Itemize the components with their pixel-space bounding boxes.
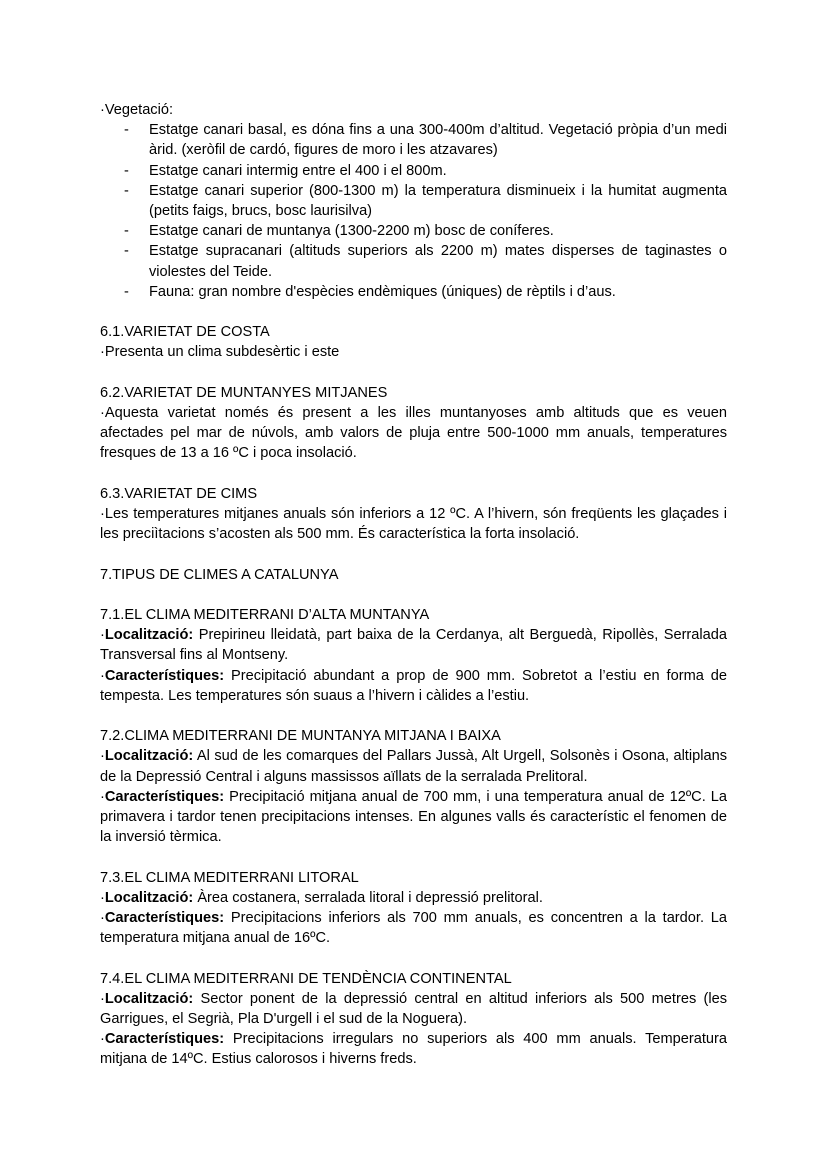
localitzacio-paragraph: ·Localització: Àrea costanera, serralada litoral i depressió prelitoral.	[100, 889, 543, 906]
list-dash: -	[124, 223, 129, 240]
list-item: - Estatge canari intermig entre el 400 i el 800m.	[100, 161, 727, 181]
caracteristiques-paragraph: ·Característiques: Precipitació abundant a prop de 900 mm. Sobretot a l’estiu en forma de tempesta. Les temperatures són suaus a l’hivern i càlides a l’estiu.	[100, 667, 727, 704]
caracteristiques-paragraph: ·Característiques: Precipitacions irregulars no superiors als 400 mm anuals. Temperatura mitjana de 14ºC. Estius calorosos i hiverns freds.	[100, 1031, 727, 1068]
list-item: - Estatge canari superior (800-1300 m) la temperatura disminueix i la humitat augmenta (petits faigs, brucs, bosc laurisilva)	[124, 182, 727, 220]
section-text: ·Presenta un clima subdesèrtic i este	[100, 344, 340, 361]
vegetation-heading: ·Vegetació:	[100, 102, 174, 118]
caracteristiques-label: Característiques:	[104, 1031, 225, 1048]
caracteristiques-paragraph: ·Característiques: Precipitacions inferiors als 700 mm anuals, es concentren a la tardor. La temperatura mitjana anual de 16ºC.	[100, 910, 727, 947]
caracteristiques-label: Característiques:	[104, 788, 225, 805]
list-item: - Estatge canari de muntanya (1300-2200 m) bosc de coníferes.	[100, 221, 727, 241]
list-dash: -	[124, 243, 129, 260]
list-dash: -	[124, 162, 129, 179]
section-title: 7.1.EL CLIMA MEDITERRANI D’ALTA MUNTANYA	[100, 607, 430, 623]
localitzacio-label: Localització:	[104, 748, 194, 765]
section-title: 6.3.VARIETAT DE CIMS	[100, 485, 258, 502]
localitzacio-label: Localització:	[104, 627, 194, 644]
section-title: 7.3.EL CLIMA MEDITERRANI LITORAL	[100, 869, 359, 886]
localitzacio-label: Localització:	[104, 990, 194, 1007]
section-title: 7.4.EL CLIMA MEDITERRANI DE TENDÈNCIA CONTINENTAL	[100, 970, 512, 987]
localitzacio-paragraph: ·Localització: Sector ponent de la depressió central en altitud inferiors als 500 metres (les Garrigues, el Segrià, Pla D'urgell i el sud de la Noguera).	[100, 990, 727, 1028]
list-item: - Estatge supracanari (altituds superiors als 2200 m) mates disperses de taginastes o violestes del Teide.	[124, 243, 727, 280]
chapter-title: 7.TIPUS DE CLIMES A CATALUNYA	[100, 566, 339, 583]
list-dash: -	[124, 122, 129, 139]
list-dash: -	[124, 283, 129, 300]
localitzacio-label: Localització:	[104, 889, 194, 906]
list-dash: -	[124, 182, 129, 199]
vegetation-list	[100, 120, 727, 302]
list-item: - Fauna: gran nombre d'espècies endèmiques (úniques) de rèptils i d’aus.	[100, 282, 727, 302]
caracteristiques-paragraph: ·Característiques: Precipitació mitjana anual de 700 mm, i una temperatura anual de 12ºC. La primavera i tardor tenen precipitacions intenses. En algunes valls és característic el fenomen de la inversió tèrmica.	[100, 788, 727, 846]
caracteristiques-label: Característiques:	[104, 667, 225, 684]
section-text: ·Les temperatures mitjanes anuals són inferiors a 12 ºC. A l’hivern, són freqüents les glaçades i les preciìtacions s’acosten als 500 mm. És característica la forta insolació.	[100, 506, 727, 543]
section-title: 7.2.CLIMA MEDITERRANI DE MUNTANYA MITJANA I BAIXA	[100, 728, 501, 745]
section-text: ·Aquesta varietat només és present a les illes muntanyoses amb altituds que es veuen afectades pel mar de núvols, amb valors de pluja entre 500-1000 mm anuals, temperatures fresques de 13 a 16 ºC i poca insolació.	[100, 405, 727, 462]
localitzacio-paragraph: ·Localització: Al sud de les comarques del Pallars Jussà, Alt Urgell, Solsonès i Osona, altiplans de la Depressió Central i alguns massissos aïllats de la serralada Prelitoral.	[100, 748, 727, 785]
localitzacio-paragraph: ·Localització: Prepirineu lleidatà, part baixa de la Cerdanya, alt Berguedà, Ripollès, Serralada Transversal fins al Montseny.	[100, 627, 727, 664]
section-title: 6.2.VARIETAT DE MUNTANYES MITJANES	[100, 384, 388, 401]
caracteristiques-label: Característiques:	[104, 910, 225, 927]
list-item: - Estatge canari basal, es dóna fins a una 300-400m d’altitud. Vegetació pròpia d’un medi àrid. (xeròfil de cardó, figures de moro i les atzavares)	[124, 122, 727, 159]
section-title: 6.1.VARIETAT DE COSTA	[100, 324, 270, 341]
